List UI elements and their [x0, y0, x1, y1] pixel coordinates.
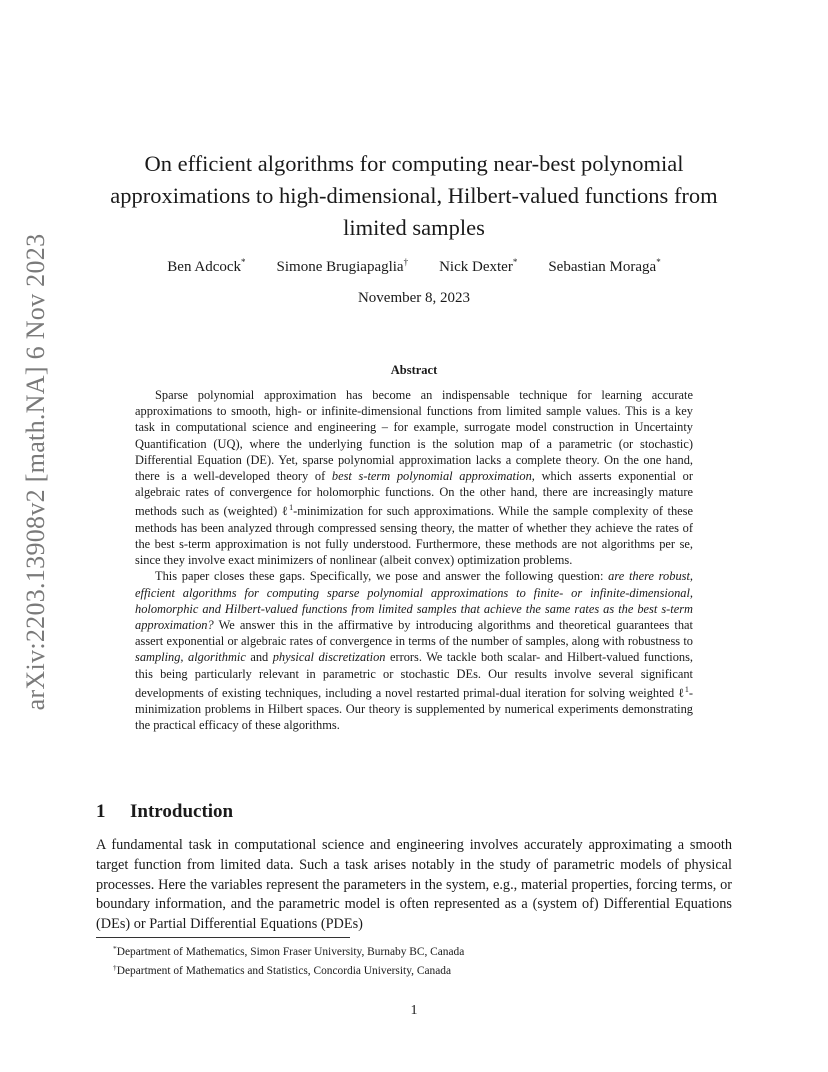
abstract-text: errors. We tackle both scalar- and Hilbert-valued functions, this being particularly relevant in parametric or stochastic DEs. Our results involve several significant developments of existing techniques, including a novel restarted primal-dual iteration for solving weighted ℓ: [135, 650, 694, 700]
abstract-text: We answer this in the affirmative by introducing algorithms and theoretical guarantees that assert exponential or algebraic rates of convergence in terms of the number of samples, along with robustness to: [135, 617, 693, 649]
footnote: [96, 941, 732, 960]
author-name: Simone Brugiapaglia: [276, 259, 404, 275]
abstract-emphasis: sampling, algorithmic: [135, 650, 246, 665]
author: [277, 257, 409, 276]
abstract-body: [135, 387, 693, 734]
abstract-emphasis: are there robust, efficient algorithms for computing sparse polynomial approximations to finite- or infinite-dimensional, holomorphic and Hilbert-valued functions from limited samples that achieve the same rates as the best s-term approximation?: [135, 569, 693, 632]
abstract-paragraph: [135, 568, 693, 733]
footnote-divider: [96, 937, 350, 938]
page-number: 1: [410, 1003, 418, 1018]
abstract-text: Sparse polynomial approximation has become an indispensable technique for learning accurate approximations to smooth, high- or infinite-dimensional functions from limited sample values. This is a key task in computational science and engineering – for example, surrogate model construction in Uncertainty Quantification (UQ), where the underlying function is the solution map of a parametric (or stochastic) Differential Equation (DE). Yet, sparse polynomial approximation lacks a complete theory. On the one hand, there is a well-developed theory of: [135, 388, 693, 484]
arxiv-identifier: arXiv:2203.13908v2 [math.NA] 6 Nov 2023: [21, 233, 50, 711]
footnotes: [96, 941, 732, 979]
abstract-text: This paper closes these gaps. Specifically, we pose and answer the following question:: [155, 569, 609, 584]
author-name: Sebastian Moraga: [548, 259, 657, 275]
affiliation-mark: *: [241, 257, 246, 267]
affiliation-mark: *: [512, 257, 518, 267]
abstract-text: , which asserts exponential or algebraic rates of convergence for holomorphic functions. On the other hand, there are increasingly mature methods such as (weighted) ℓ: [135, 469, 694, 519]
paper-title: [96, 148, 732, 244]
author: [167, 257, 245, 276]
arxiv-sidebar: [0, 0, 70, 1072]
abstract-emphasis: best s-term polynomial approximation: [331, 469, 532, 484]
author-list: [96, 257, 732, 276]
abstract-superscript: 1: [289, 503, 294, 513]
abstract-text: -minimization for such approximations. While the sample complexity of these methods has been analyzed through compressed sensing theory, the matter of whether they achieve the rates of the best s-term approximation is not fully understood. Furthermore, these methods are not algorithms per se, since they involve exact minimizers of nonlinear (albeit convex) optimization problems.: [135, 504, 693, 568]
footnote-text: Department of Mathematics, Simon Fraser University, Burnaby BC, Canada: [116, 946, 465, 958]
author: [548, 257, 660, 276]
affiliation-mark: *: [656, 257, 661, 267]
abstract-superscript: 1: [684, 684, 689, 694]
section-title: Introduction: [130, 801, 234, 822]
paper-date: November 8, 2023: [357, 290, 471, 306]
abstract-text: and: [245, 650, 273, 665]
title-line: limited samples: [343, 215, 485, 240]
title-line: On efficient algorithms for computing near-best polynomial: [144, 151, 684, 176]
abstract-paragraph: [135, 387, 693, 568]
footnote-text: Department of Mathematics and Statistics, Concordia University, Canada: [116, 965, 451, 977]
abstract-text: -minimization problems in Hilbert spaces. Our theory is supplemented by numerical experiments demonstrating the practical efficacy of these algorithms.: [135, 685, 693, 733]
author-name: Nick Dexter: [439, 259, 513, 275]
footnote: [96, 960, 732, 979]
affiliation-mark: †: [403, 257, 409, 267]
footnote-mark: †: [113, 963, 117, 972]
author-name: Ben Adcock: [167, 259, 242, 275]
abstract-emphasis: physical discretization: [272, 650, 386, 665]
intro-paragraph: A fundamental task in computational science and engineering involves accurately approximating a smooth target function from limited data. Such a task arises notably in the study of parametric models of physical processes. Here the variables represent the parameters in the system, e.g., material properties, forcing terms, or boundary information, and the parametric model is often represented as a (system of) Differential Equations (DEs) or Partial Differential Equations (PDEs): [96, 837, 732, 933]
title-line: approximations to high-dimensional, Hilbert-valued functions from: [110, 183, 718, 208]
section-number: 1: [96, 801, 106, 822]
author: [439, 257, 517, 276]
footnote-mark: *: [113, 944, 117, 953]
abstract-heading: Abstract: [390, 363, 438, 377]
section-heading: [96, 801, 233, 823]
